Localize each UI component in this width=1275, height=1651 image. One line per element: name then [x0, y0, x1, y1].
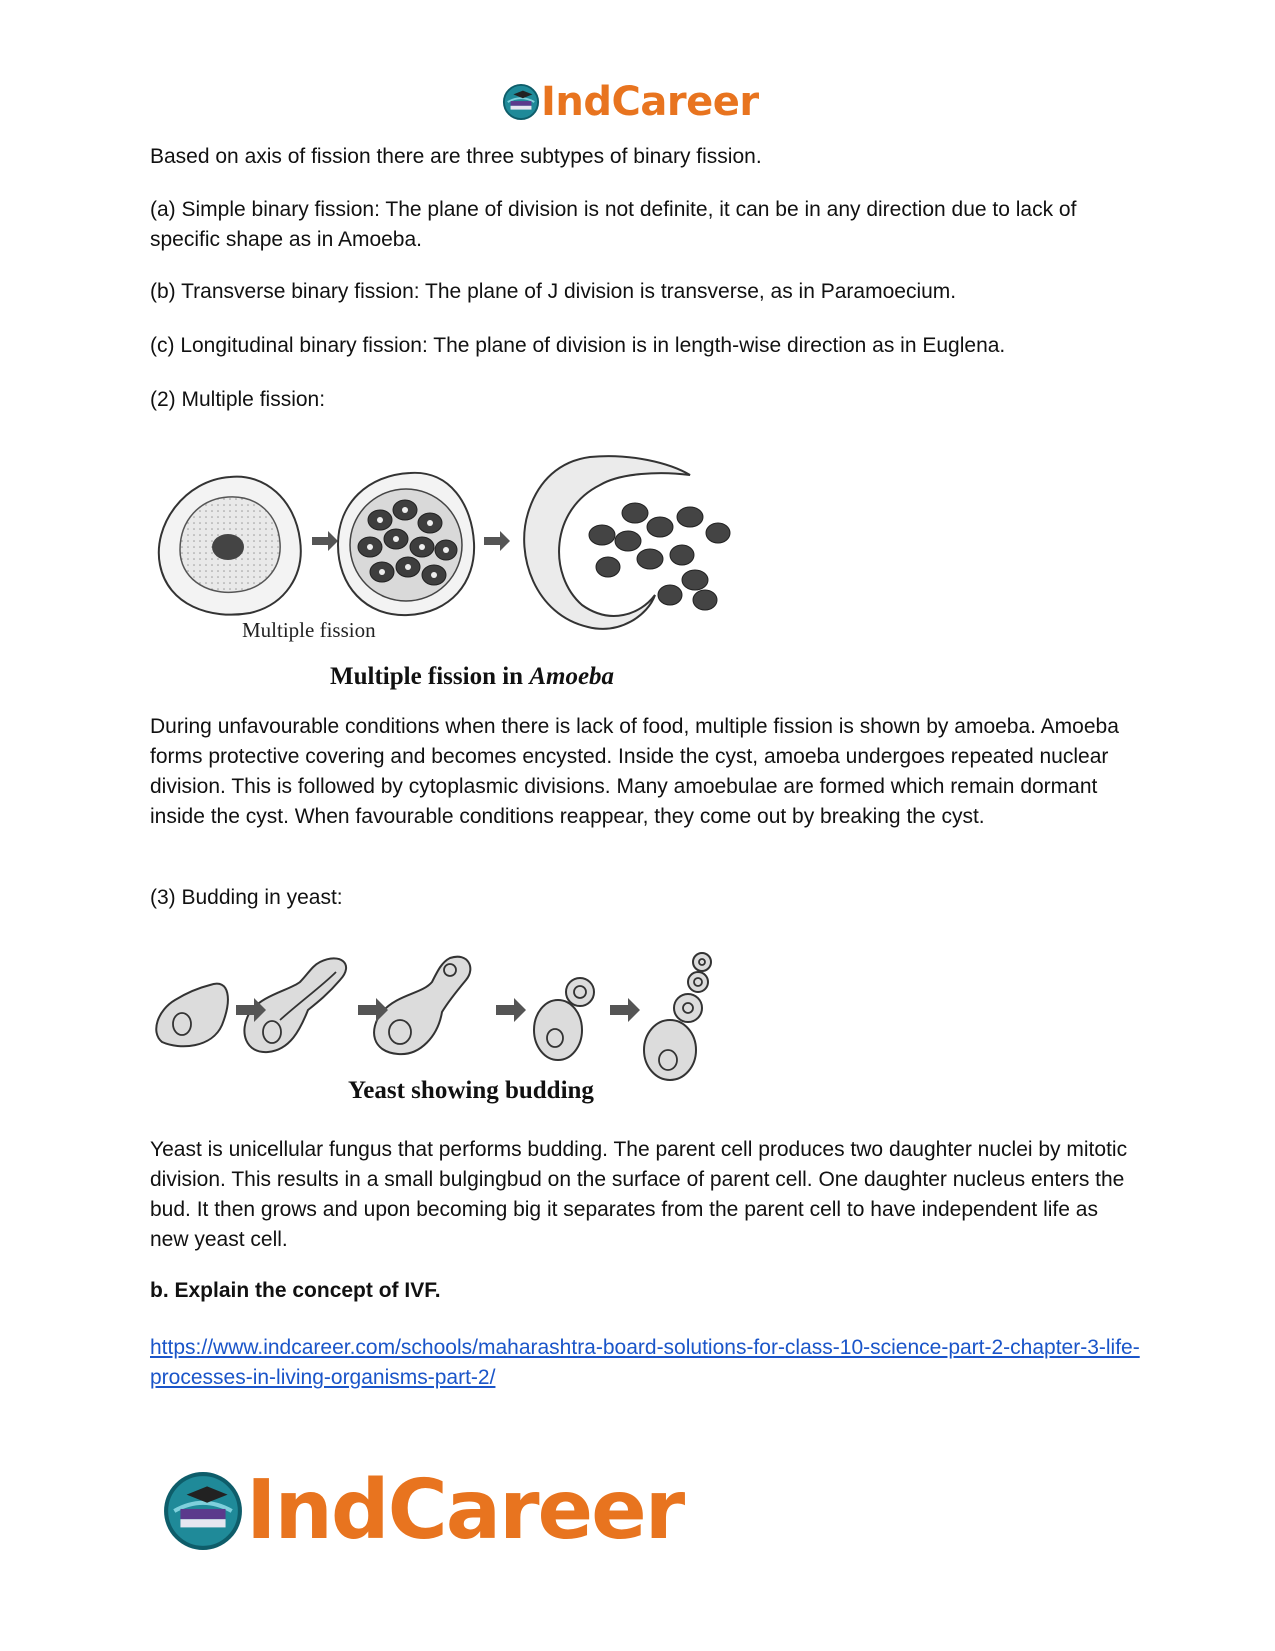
budding-paragraph: Yeast is unicellular fungus that performs budding. The parent cell produces two daughter nuclei by mitotic division. This results in a small bulgingbud on the surface of parent cell. One daughter nucleus enters the bud. It then grows and upon becoming big it separates from the parent cell to have independent life as new yeast cell. [150, 1138, 1128, 1251]
amoeba-caption-italic: Amoeba [529, 663, 615, 690]
amoeba-figure-caption [330, 663, 614, 690]
yeast-bud-icon [693, 953, 711, 971]
footer-brand-name: IndCareer [246, 1463, 684, 1558]
yeast-cell-icon [156, 984, 228, 1047]
amoeba-cell-icon [159, 477, 301, 615]
ivf-question: b. Explain the concept of IVF. [150, 1279, 441, 1302]
arrow-icon [610, 998, 640, 1022]
multiple-fission-heading: (2) Multiple fission: [150, 388, 326, 411]
footer-logo [162, 1463, 684, 1558]
yeast-bud-icon [688, 972, 708, 992]
arrow-icon [484, 531, 510, 551]
brand-name: IndCareer [541, 79, 759, 125]
yeast-budding-figure [150, 950, 750, 1130]
globe-book-logo-icon [162, 1470, 244, 1552]
budding-heading: (3) Budding in yeast: [150, 886, 343, 909]
arrow-icon [496, 998, 526, 1022]
source-link-paragraph [150, 1333, 1140, 1393]
multiple-fission-paragraph: During unfavourable conditions when there is lack of food, multiple fission is shown by amoeba. Amoeba forms protective covering and becomes encysted. Inside the cyst, amoeba undergoes repeated nuclear division. This is followed by cytoplasmic divisions. Many amoebulae are formed which remain dormant inside the cyst. When favourable conditions reappear, they come out by breaking the cyst. [150, 715, 1119, 828]
intro-paragraph: Based on axis of fission there are three subtypes of binary fission. [150, 145, 762, 168]
amoeba-multiple-fission-figure [150, 455, 770, 715]
source-link[interactable]: https://www.indcareer.com/schools/maharashtra-board-solutions-for-class-10-science-part-2-chapter-3-life-processes-in-living-organisms-part-2/ [150, 1336, 1140, 1389]
globe-book-logo-icon [502, 83, 540, 121]
simple-binary-fission-paragraph: (a) Simple binary fission: The plane of division is not definite, it can be in any direction due to lack of specific shape as in Amoeba. [150, 198, 1077, 251]
yeast-bud-icon [566, 978, 594, 1006]
multiple-fission-label: Multiple fission [242, 618, 376, 642]
arrow-icon [312, 531, 338, 551]
yeast-figure-caption: Yeast showing budding [348, 1077, 594, 1104]
transverse-binary-fission-paragraph: (b) Transverse binary fission: The plane of J division is transverse, as in Paramoecium. [150, 280, 957, 303]
amoeba-caption-main: Multiple fission in [330, 663, 530, 690]
yeast-bud-icon [674, 994, 702, 1022]
header-logo [502, 80, 759, 124]
longitudinal-binary-fission-paragraph: (c) Longitudinal binary fission: The plane of division is in length-wise direction as in Euglena. [150, 334, 1006, 357]
cyst-cell-icon [338, 473, 474, 615]
amoebulae-icon [589, 503, 730, 610]
